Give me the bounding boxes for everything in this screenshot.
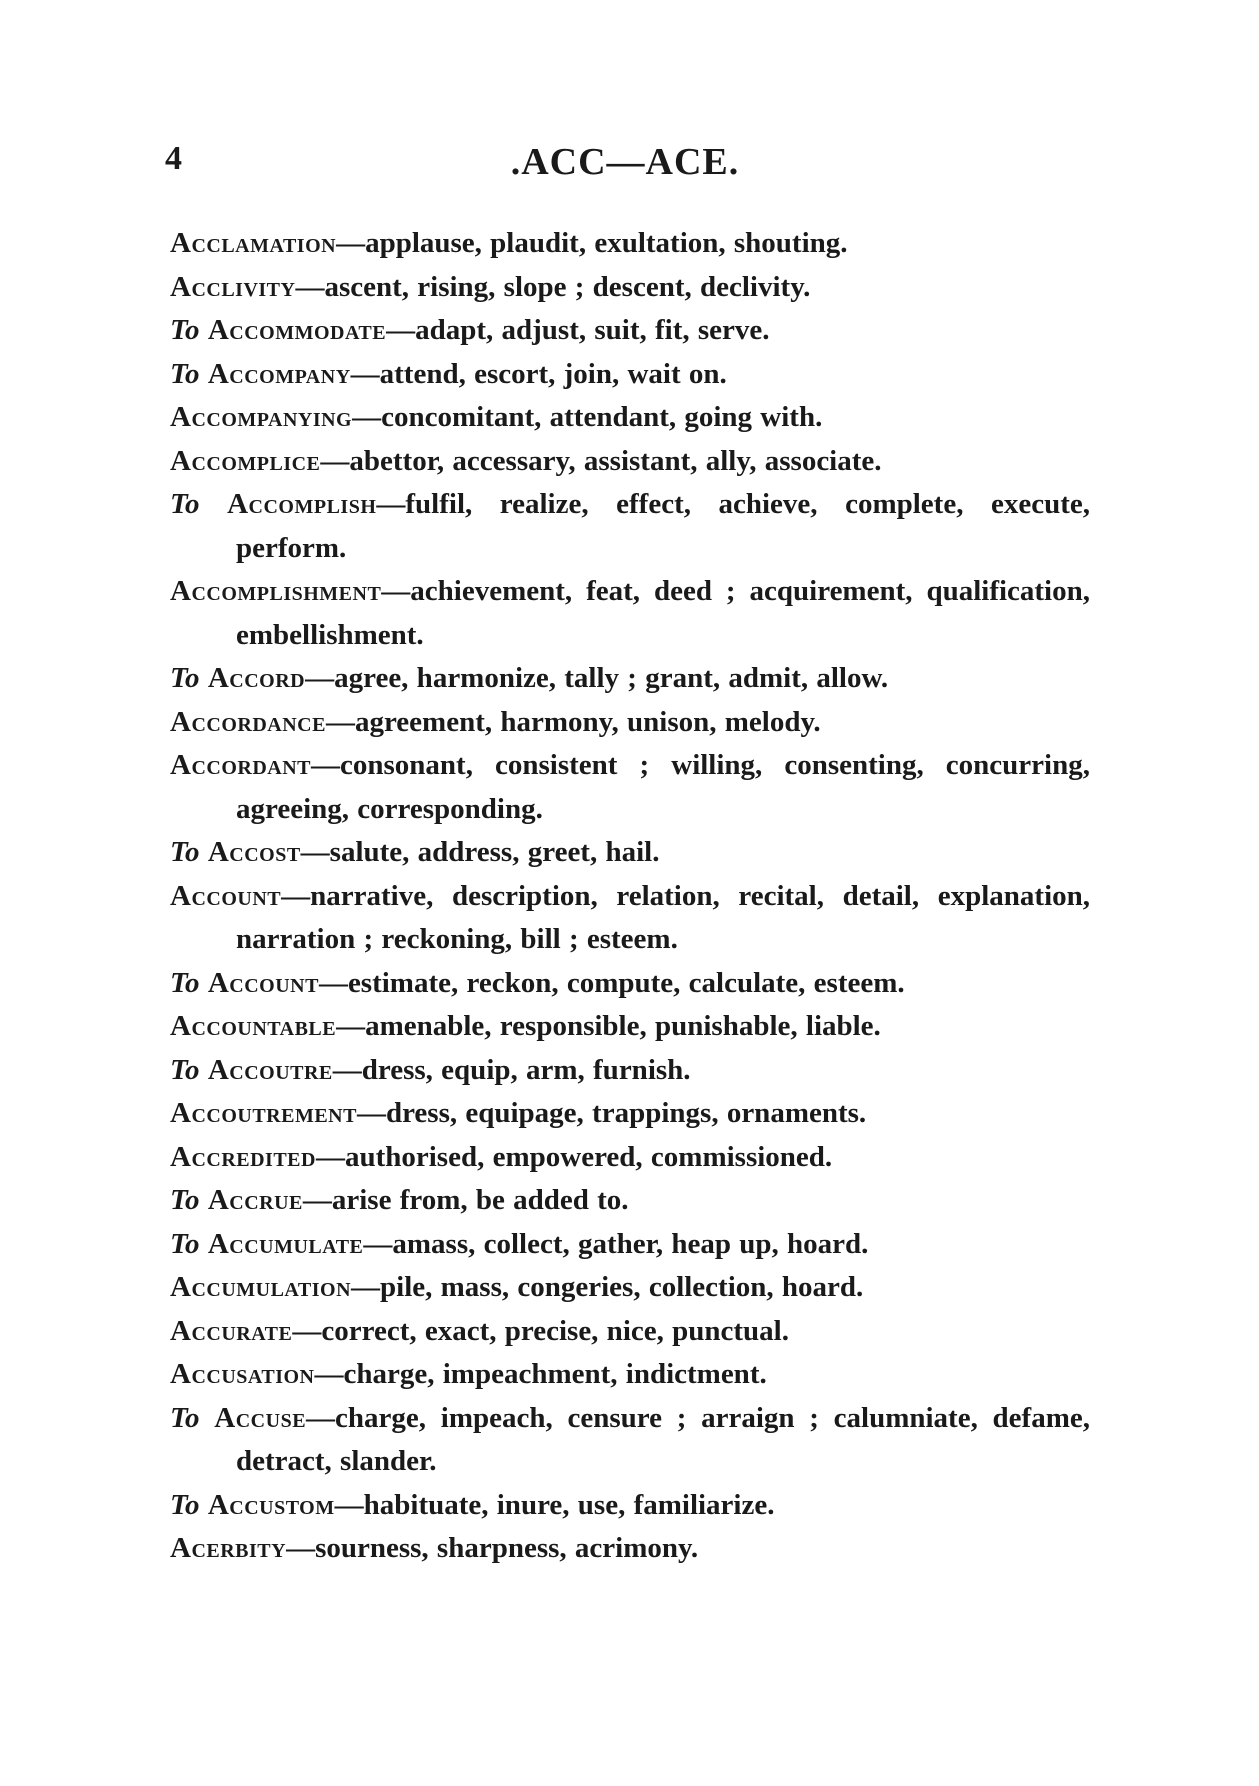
entry-prefix: To — [170, 1184, 208, 1216]
entry-definition: —fulfil, realize, effect, achieve, complete, execute, perform. — [236, 488, 1090, 564]
running-head: .ACC—ACE. — [510, 141, 740, 183]
dictionary-entry — [170, 1092, 1090, 1136]
dictionary-entry — [170, 396, 1090, 440]
dictionary-entry — [170, 1005, 1090, 1049]
entry-definition: —charge, impeachment, indictment. — [314, 1358, 767, 1390]
dictionary-entry — [170, 353, 1090, 397]
entry-definition: —abettor, accessary, assistant, ally, associate. — [320, 444, 882, 477]
entry-definition: —dress, equip, arm, furnish. — [332, 1053, 691, 1086]
entry-prefix: To — [170, 488, 228, 520]
dictionary-entry — [170, 483, 1090, 570]
entry-headword: Accurate — [170, 1314, 293, 1347]
entry-definition: —arise from, be added to. — [302, 1184, 629, 1216]
entry-headword: Accrue — [207, 1184, 303, 1216]
dictionary-entry — [170, 309, 1090, 353]
entry-headword: Accuse — [214, 1401, 307, 1434]
entry-definition: —salute, address, greet, hail. — [300, 836, 660, 868]
dictionary-entry — [170, 962, 1090, 1006]
entry-headword: Accredited — [170, 1140, 316, 1173]
entry-headword: Accumulation — [170, 1271, 352, 1303]
entry-headword: Accordant — [170, 749, 311, 781]
entry-definition: —amass, collect, gather, heap up, hoard. — [363, 1227, 869, 1260]
dictionary-entry — [170, 831, 1090, 875]
dictionary-entry — [170, 875, 1090, 962]
entry-prefix: To — [170, 1488, 208, 1521]
entry-headword: Accomplishment — [170, 575, 382, 607]
entry-definition: —achievement, feat, deed ; acquirement, qualification, embellishment. — [236, 575, 1090, 651]
dictionary-entry — [170, 657, 1090, 701]
dictionary-entry — [170, 1484, 1090, 1528]
dictionary-entry — [170, 1527, 1090, 1571]
entry-headword: Accountable — [170, 1010, 337, 1042]
entry-headword: Accomplish — [227, 488, 377, 520]
page-header — [165, 140, 1085, 190]
entry-definition: —authorised, empowered, commissioned. — [315, 1140, 833, 1173]
entry-definition: —agreement, harmony, unison, melody. — [325, 705, 821, 738]
entry-list — [170, 222, 1090, 1571]
entry-definition: —applause, plaudit, exultation, shouting. — [336, 227, 848, 259]
entry-definition: —adapt, adjust, suit, fit, serve. — [386, 314, 770, 346]
dictionary-entry — [170, 1397, 1090, 1484]
dictionary-entry — [170, 266, 1090, 310]
entry-headword: Account — [170, 879, 282, 912]
entry-prefix: To — [170, 966, 208, 999]
entry-headword: Accoutrement — [170, 1097, 357, 1129]
entry-headword: Acclamation — [170, 227, 337, 259]
entry-headword: Accommodate — [207, 314, 387, 346]
entry-definition: —attend, escort, join, wait on. — [350, 357, 727, 390]
dictionary-entry — [170, 1179, 1090, 1223]
entry-prefix: To — [170, 314, 208, 346]
entry-headword: Accordance — [170, 705, 326, 738]
entry-prefix: To — [170, 836, 208, 868]
entry-definition: —ascent, rising, slope ; descent, declivity. — [295, 270, 811, 303]
entry-headword: Accord — [207, 662, 306, 694]
entry-definition: —correct, exact, precise, nice, punctual. — [292, 1314, 789, 1347]
entry-definition: —narrative, description, relation, recital, detail, explanation, narration ; reckoning, bill ; esteem. — [236, 879, 1090, 955]
page-number: 4 — [165, 140, 182, 177]
dictionary-entry — [170, 440, 1090, 484]
entry-prefix: To — [170, 1401, 215, 1434]
entry-headword: Accoutre — [207, 1053, 333, 1086]
dictionary-entry — [170, 1136, 1090, 1180]
entry-headword: Account — [207, 966, 319, 999]
entry-definition: —concomitant, attendant, going with. — [352, 401, 823, 433]
entry-headword: Accumulate — [207, 1227, 364, 1260]
dictionary-entry — [170, 1266, 1090, 1310]
entry-definition: —pile, mass, congeries, collection, hoard. — [351, 1271, 864, 1303]
entry-headword: Accomplice — [170, 444, 321, 477]
dictionary-entry — [170, 1223, 1090, 1267]
entry-prefix: To — [170, 357, 208, 390]
entry-definition: —dress, equipage, trappings, ornaments. — [356, 1097, 867, 1129]
entry-prefix: To — [170, 662, 208, 694]
entry-definition: —agree, harmonize, tally ; grant, admit, allow. — [305, 662, 889, 694]
entry-headword: Acclivity — [170, 270, 296, 303]
dictionary-entry — [170, 744, 1090, 831]
entry-headword: Accost — [207, 836, 301, 868]
entry-prefix: To — [170, 1053, 208, 1086]
entry-definition: —sourness, sharpness, acrimony. — [286, 1532, 699, 1564]
entry-prefix: To — [170, 1227, 208, 1260]
entry-definition: —charge, impeach, censure ; arraign ; calumniate, defame, detract, slander. — [236, 1401, 1090, 1477]
dictionary-entry — [170, 1310, 1090, 1354]
dictionary-entry — [170, 1049, 1090, 1093]
entry-headword: Accustom — [207, 1488, 335, 1521]
entry-headword: Accompanying — [170, 401, 353, 433]
dictionary-entry — [170, 1353, 1090, 1397]
dictionary-entry — [170, 701, 1090, 745]
entry-headword: Accusation — [170, 1358, 315, 1390]
entry-headword: Acerbity — [170, 1532, 287, 1564]
dictionary-entry — [170, 222, 1090, 266]
entry-definition: —estimate, reckon, compute, calculate, esteem. — [318, 966, 905, 999]
entry-definition: —habituate, inure, use, familiarize. — [334, 1488, 775, 1521]
dictionary-entry — [170, 570, 1090, 657]
entry-definition: —consonant, consistent ; willing, consenting, concurring, agreeing, corresponding. — [236, 749, 1090, 825]
entry-headword: Accompany — [207, 357, 351, 390]
entry-definition: —amenable, responsible, punishable, liable. — [336, 1010, 881, 1042]
